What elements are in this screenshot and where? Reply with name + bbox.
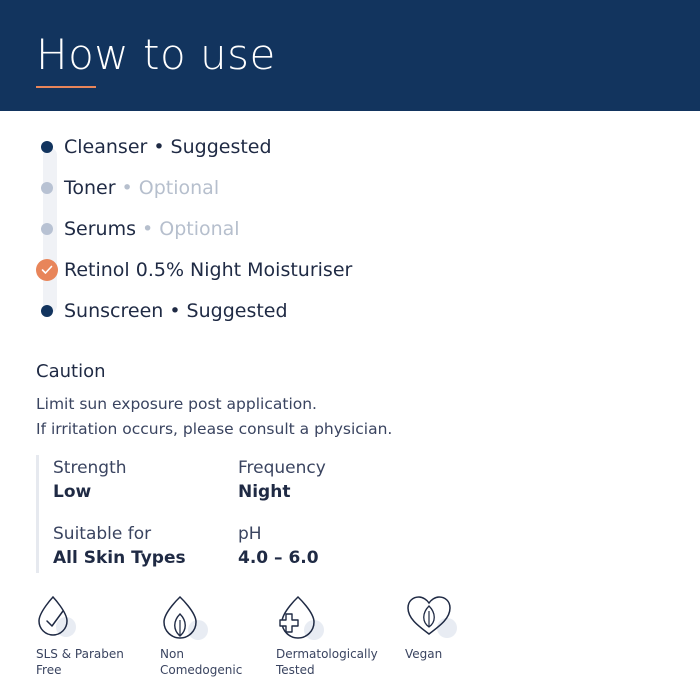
badge-dermatologically-tested [276,594,396,678]
step-name: Toner [64,177,116,199]
badge-non-comedogenic [160,594,280,678]
badge-sls-paraben-free [36,594,156,678]
caution-text-2: If irritation occurs, please consult a physician. [36,420,393,438]
spec-strength [53,456,127,504]
step-toner[interactable] [36,173,636,203]
drop-check-icon [36,594,156,642]
spec-label: Suitable for [53,524,152,544]
header-banner [0,0,700,111]
caution-text-1: Limit sun exposure post application. [36,395,317,413]
spec-label: Strength [53,458,127,478]
step-name: Serums [64,218,137,240]
spec-value: 4.0 – 6.0 [238,548,319,568]
step-sunscreen[interactable] [36,296,636,326]
step-dot [41,223,53,235]
spec-value: All Skin Types [53,548,186,568]
product-badges [36,594,676,694]
badge-label: Vegan [405,647,443,661]
step-name: Retinol 0.5% Night Moisturiser [64,259,353,281]
page-title: How to use [36,30,276,79]
badge-label: Non Comedogenic [160,647,243,677]
step-dot [41,141,53,153]
step-retinol-current[interactable] [36,255,636,285]
step-tag: Suggested [186,300,288,322]
caution-heading: Caution [36,361,106,382]
spec-value: Low [53,482,92,502]
step-dot [41,305,53,317]
product-specs [36,455,459,573]
step-name: Sunscreen [64,300,164,322]
spec-label: Frequency [238,458,326,478]
checkmark-icon [36,259,58,281]
spec-ph [238,522,319,570]
step-cleanser[interactable] [36,132,636,162]
step-dot [41,182,53,194]
spec-label: pH [238,524,262,544]
spec-frequency [238,456,326,504]
drop-cross-icon [276,594,396,642]
step-separator: • [121,177,133,199]
step-tag: Optional [138,177,220,199]
step-name: Cleanser [64,136,148,158]
spec-value: Night [238,482,291,502]
spec-suitable-for [53,522,186,570]
step-tag: Suggested [170,136,272,158]
step-serums[interactable] [36,214,636,244]
step-separator: • [169,300,181,322]
badge-vegan [405,594,525,662]
drop-leaf-icon [160,594,280,642]
routine-steps [36,128,636,333]
badge-label: Dermatologically Tested [276,647,378,677]
step-tag: Optional [159,218,240,240]
step-separator: • [142,218,154,240]
title-underline [36,86,96,88]
badge-label: SLS & Paraben Free [36,647,124,677]
step-separator: • [153,136,165,158]
heart-leaf-icon [405,594,525,642]
